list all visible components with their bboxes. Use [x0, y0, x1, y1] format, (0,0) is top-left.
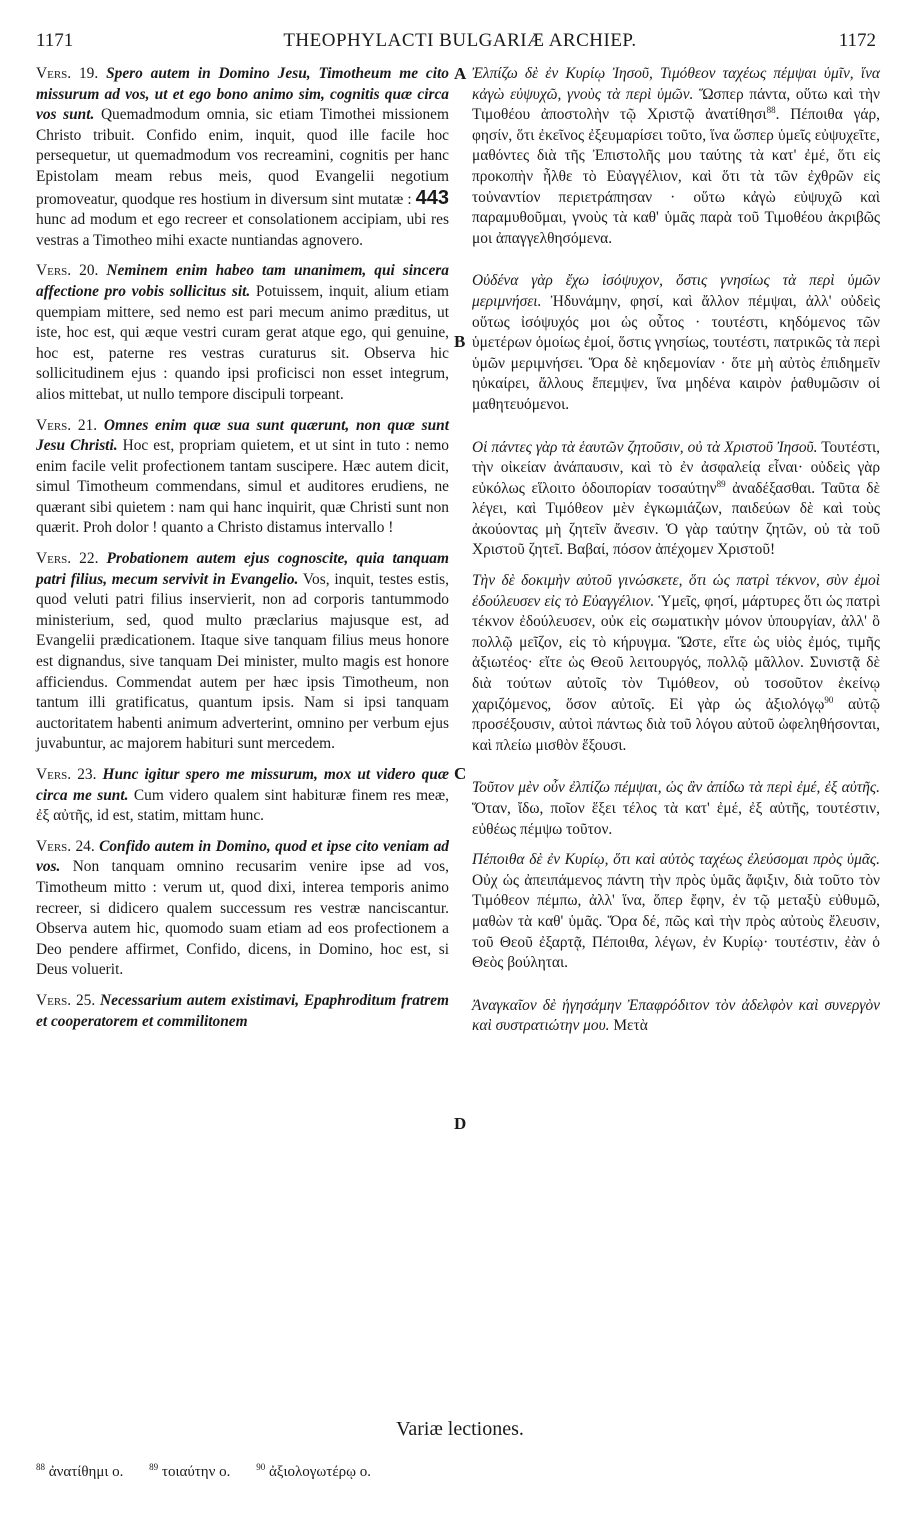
margin-letter-a: A: [454, 64, 467, 83]
variant-text: ἀξιολογωτέρῳ ο.: [268, 1464, 371, 1480]
variant-number: 90: [256, 1462, 266, 1472]
verse-lemma-greek: Ἀναγκαῖον δὲ ἡγησάμην Ἐπαφρόδιτον τὸν ἀδελφὸν καὶ συνεργὸν καὶ συστρατιώτην μου.: [472, 996, 880, 1035]
verse-number: Vers. 19.: [36, 65, 99, 82]
variant-number: 88: [36, 1462, 45, 1472]
variant-note: [149, 1464, 230, 1480]
verse-lemma-greek: Τὴν δὲ δοκιμὴν αὐτοῦ γινώσκετε, ὅτι ὡς πατρὶ τέκνον, σὺν ἐμοὶ ἐδούλευσεν εἰς τὸ Εὐαγγέλιον.: [472, 572, 880, 610]
verse-lemma: Neminem enim habeo tam unanimem, qui sincera affectione pro vobis sollicitus sit.: [36, 262, 449, 300]
verse-lemma-greek: Οὐδένα γὰρ ἔχω ἰσόψυχον, ὅστις γνησίως τὰ περὶ ὑμῶν μεριμνήσει.: [472, 272, 880, 310]
commentary-text-greek: . Πέποιθα γάρ, φησίν, ὅτι ἐκεῖνος ἐξευμαρίσει τοῦτο, ἵνα ὥσπερ ὑμεῖς εὐψυχεῖτε, μαθόντες διὰ τῆς Ἐπιστολῆς μου ταύτης τὰ κατ' ἐμέ, ὅτι εἰς προκοπὴν ἦλθε τὸ Εὐαγγέλιον, καὶ ὅτι τὰ τῶν ἐχθρῶν εἰς τοὐναντίον περιετράπησαν · οὕτω κἀγὼ εὐψυχῶ καὶ παραμυθοῦμαι, γνοὺς τὰ καθ' ὑμᾶς παρὰ τοῦ Τιμοθέου ἀκριβῶς μοι ἀπαγγελθησόμενα.: [472, 106, 880, 247]
greek-paragraph: [472, 571, 880, 756]
verse-number: Vers. 21.: [36, 416, 98, 434]
variae-lectiones-notes: [36, 1464, 393, 1481]
variant-text: τοιαύτην ο.: [161, 1464, 231, 1480]
variant-number: 89: [149, 1462, 159, 1472]
verse-number: Vers. 20.: [36, 262, 99, 280]
verse-lemma: Probationem autem ejus cognoscite, quia tanquam patri filius, mecum servivit in Evangelio.: [36, 550, 449, 588]
verse-lemma: Spero autem in Domino Jesu, Timotheum me cito missurum ad vos, ut et ego bono animo sim, cognitis quæ circa vos sunt.: [36, 65, 449, 124]
margin-letter-c: C: [454, 764, 467, 783]
margin-letter-d: D: [454, 1114, 467, 1133]
verse-lemma: Hunc igitur spero me missurum, mox ut videro quæ circa me sunt.: [36, 766, 449, 804]
greek-paragraph: [472, 778, 880, 840]
verse-lemma: Confido autem in Domino, quod et ipse cito veniam ad vos.: [36, 837, 449, 876]
footnote-ref: 89: [716, 478, 726, 489]
verse-number: Vers. 24.: [36, 837, 95, 855]
commentary-text-greek: Μετὰ: [613, 1017, 648, 1035]
page-number-inline: 443: [415, 186, 449, 209]
verse-lemma-greek: Τοῦτον μὲν οὖν ἐλπίζω πέμψαι, ὡς ἂν ἀπίδω τὰ περὶ ἐμέ, ἐξ αὐτῆς.: [472, 779, 880, 797]
latin-paragraph: [36, 991, 449, 1032]
commentary-text: Hoc est, propriam quietem, et ut sint in tuto : nemo enim facile velit profectionem tantam suscipere. Hæc autem dicit, simul Timotheum commendans, simul et auditores erudiens, ne quærant sibi quietem : nam qui hanc inquirit, quæ Christi sunt non quærit. Proh dolor ! quanto a Christo distamus intervallo !: [36, 437, 449, 537]
verse-number: Vers. 22.: [36, 550, 99, 568]
variant-text: ἀνατίθημι ο.: [48, 1464, 124, 1480]
commentary-text-greek: Ὑμεῖς, φησί, μάρτυρες ὅτι ὡς πατρὶ τέκνον ἐδούλευσεν, οὐκ εἰς σωματικὴν μόνον ὑπουργίαν, ἀλλ' ὃ πολλῷ μεῖζον, εἰς τὸ κήρυγμα. Ὥστε, εἴτε ὡς υἱὸς ἐμός, τιμῆς ἀξιωτέος· εἴτε ὡς Θεοῦ λειτουργός, πολλῷ μᾶλλον. Συνιστᾷ δὲ διὰ τούτων αὐτοῖς τὸν Τιμόθεον, οὐ τοσοῦτον ἐκείνῳ χαριζόμενος, ὅσον αὐτοῖς. Εἰ γὰρ ὡς ἀξιολόγῳ: [472, 592, 880, 713]
verse-number: Vers. 23.: [36, 766, 97, 783]
commentary-text-greek: αὐτῷ προσέξουσιν, αὐτοὶ πάντως διὰ τοῦ λόγου αὐτοῦ ὠφεληθήσονται, καὶ πλείω μισθὸν ἕξουσι.: [472, 695, 880, 754]
commentary-text-greek: Τουτέστι, τὴν οἰκείαν ἀνάπαυσιν, καὶ τὸ ἐν ἀσφαλείᾳ εἶναι· οὐδεὶς γὰρ εὐκόλως εἵλοιτο ὁδοιπορίαν τοσαύτην: [472, 438, 880, 497]
verse-lemma: Necessarium autem existimavi, Epaphroditum fratrem et cooperatorem et commilitonem: [36, 991, 449, 1030]
commentary-text: Potuissem, inquit, alium etiam quempiam mittere, sed nemo est pari mecum animo præditus, ut iste, hoc est, qui æque vestri curam gerat atque ego, qui genuine, hoc est, paterne res vestras curaturus sit. Observa hic sollicitudinem ejus : quando ipsi proficisci non esset integrum, alios mittebat, ut nullo tempore discipuli torpeant.: [36, 282, 449, 403]
variant-note: [36, 1464, 123, 1480]
greek-paragraph: [472, 996, 880, 1037]
commentary-text-greek: Οὐχ ὡς ἀπειπάμενος πάντη τὴν πρὸς ὑμᾶς ἄφιξιν, διὰ τοῦτο τὸν Τιμόθεον πέμπω, ἀλλ' ἵνα, ὅπερ ἔφην, ἐν τῷ μεταξὺ εὐθυμῶ, μαθὼν τὰ καθ' ὑμᾶς. Ὅρα δέ, πῶς καὶ τὴν πρὸς αὐτοὺς ἔλευσιν, τοῦ Θεοῦ ἐξαρτᾷ, Πέποιθα, λέγων, ἐν Κυρίῳ· τουτέστιν, ἐὰν ὁ Θεὸς βούληται.: [472, 871, 880, 972]
commentary-text: Vos, inquit, testes estis, quod veluti patri filius inservierit, non ad corporis tantummodo ministerium, sed, quod multo præclarius majusque est, ad Evangelii prædicationem. Itaque sive tanquam filius meus honore est dignandus, sive tanquam Dei minister, multo magis est honore afficiendus. Commendat autem per hæc ipsis Timotheum, non tantum illi gratificatus, quantum ipsis. Nam si ipsi tanquam auctoritatem habenti animum adverterint, omnino per verbum ejus juvabuntur, ac majorem habituri sunt mercedem.: [36, 570, 450, 753]
variae-lectiones-title: Variæ lectiones.: [396, 1418, 524, 1440]
commentary-text-greek: ἀναδέξασθαι. Ταῦτα δὲ λέγει, καὶ Τιμόθεον μὲν ἐγκωμιάζων, παιδεύων δὲ καὶ τοὺς ἀκούοντας μὴ ζητεῖν ἄνεσιν. Ὁ γὰρ ταύτην ζητῶν, οὐ τὰ τοῦ Χριστοῦ ζητεῖ. Βαβαί, πόσον ἀπέχομεν Χριστοῦ!: [472, 479, 880, 559]
latin-paragraph: [36, 64, 449, 251]
greek-paragraph: [472, 271, 880, 415]
latin-column: [36, 64, 449, 1042]
variant-note: [256, 1464, 371, 1480]
commentary-text-greek: Ὥσπερ πάντα, οὕτω καὶ τὴν Τιμοθέου ἀποστολὴν τῷ Χριστῷ ἀνατίθησι: [472, 85, 880, 124]
commentary-text: Cum videro qualem sint habituræ finem res meæ, ἐξ αὐτῆς, id est, statim, mittam hunc.: [36, 786, 450, 825]
margin-letter-b: B: [454, 332, 466, 351]
footnote-ref: 90: [824, 694, 834, 705]
commentary-text-greek: Ἠδυνάμην, φησί, καὶ ἄλλον πέμψαι, ἀλλ' οὐδεὶς οὕτως ἰσόψυχός μοι ὡς οὗτος · τουτέστι, κηδόμενος τῶν ὑμετέρων ὁμοίως ἐμοί, ὅστις γνησίως, τουτέστι, πατρικῶς τὰ περὶ ὑμῶν μεριμνήσει. Ὅρα δὲ κηδεμονίαν · ὅτε μὴ αὐτὸς ἐπιδημεῖν ηὐκαίρει, ἄλλους ἔπεμψεν, ἵνα μηδένα καιρὸν ῥαθυμῶσιν οἱ μαθητευόμενοι.: [472, 292, 880, 413]
verse-lemma-greek: Οἱ πάντες γὰρ τὰ ἑαυτῶν ζητοῦσιν, οὐ τὰ Χριστοῦ Ἰησοῦ.: [472, 438, 818, 456]
greek-paragraph: [472, 64, 880, 249]
verse-lemma: Omnes enim quæ sua sunt quærunt, non quæ sunt Jesu Christi.: [36, 416, 449, 455]
latin-paragraph: [36, 261, 449, 405]
commentary-text: Quemadmodum omnia, sic etiam Timothei missionem Christo tribuit. Confido enim, inquit, quod ille facile hoc persequetur, ut quemadmodum vos recreamini, cognitis per hanc Epistolam meam rebus meis, quod Evangelii negotium promoveatur, quodque res hostium in diversum sint mutatæ :: [36, 106, 449, 208]
greek-paragraph: [472, 438, 880, 562]
commentary-text-greek: Ὅταν, ἴδω, ποῖον ἕξει τέλος τὰ κατ' ἐμέ, ἐξ αὐτῆς, τουτέστιν, εὐθέως πέμψω τοῦτον.: [472, 800, 880, 838]
latin-paragraph: [36, 837, 449, 981]
verse-lemma-greek: Πέποιθα δὲ ἐν Κυρίῳ, ὅτι καὶ αὐτὸς ταχέως ἐλεύσομαι πρὸς ὑμᾶς.: [472, 851, 880, 869]
verse-number: Vers. 25.: [36, 991, 96, 1009]
page-header: [0, 0, 920, 56]
right-column-number: 1172: [838, 30, 876, 51]
commentary-text: Non tanquam omnino recusarim venire ipse ad vos, Timotheum mitto : verum ut, quod dixi, interea temporis animo recreer, si didicero qualem successum res vestræ nanciscantur. Observa autem hic, quomodo suam etiam ad eos profectionem a Deo pendere affirmet, Confido, dicens, in Domino, hoc est, si Deus voluerit.: [36, 858, 449, 979]
footnote-ref: 88: [766, 105, 776, 116]
verse-lemma-greek: Ἐλπίζω δὲ ἐν Κυρίῳ Ἰησοῦ, Τιμόθεον ταχέως πέμψαι ὑμῖν, ἵνα κἀγὼ εὐψυχῶ, γνοὺς τὰ περὶ ὑμῶν.: [472, 65, 880, 103]
latin-paragraph: [36, 765, 449, 827]
commentary-text: hunc ad modum et ego recreer et consolationem accipiam, ubi res vestras a Timotheo mihi exacte nuntiandas agnovero.: [36, 211, 449, 249]
greek-column: [472, 64, 880, 1047]
running-title: THEOPHYLACTI BULGARIÆ ARCHIEP.: [283, 30, 637, 51]
left-column-number: 1171: [36, 30, 74, 51]
latin-paragraph: [36, 549, 449, 755]
latin-paragraph: [36, 416, 449, 540]
greek-paragraph: [472, 850, 880, 974]
